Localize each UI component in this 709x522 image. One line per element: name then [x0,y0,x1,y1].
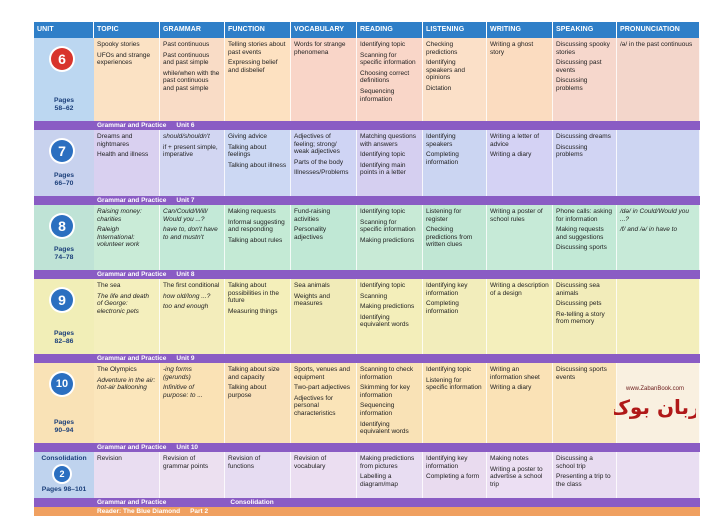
watermark-site: www.ZabanBook.com [625,386,685,392]
cell-grammar [160,205,225,270]
cell-vocabulary [291,363,357,443]
header-pronunciation: PRONUNCIATION [617,22,700,38]
cell-speaking [553,363,617,443]
cell-reading [357,363,423,443]
cell-entry: The sea [97,282,121,289]
cell-entry: Telling stories about past events [228,41,286,56]
strip-text: Unit 10 [176,444,199,451]
cell-function [225,279,291,354]
cell-entry: The Olympics [97,366,137,373]
cell-entry: Personality adjectives [294,226,327,241]
cell-entry: /f/ and /ə/ in have to [620,226,678,234]
cell-entry: Past continuous and past simple [163,51,210,67]
cell-pronunciation [617,279,700,354]
cell-entry: Health and illness [97,151,149,159]
cell-entry: Fund-raising activities [294,208,331,223]
cell-entry: Sequencing information [360,402,395,417]
unit-cell [34,38,94,121]
cell-entry: Dictation [426,84,452,92]
cell-entry: Weights and measures [294,292,331,308]
cell-entry: Discussing past events [556,59,602,74]
cell-entry: Talking about purpose [228,384,267,399]
cell-grammar [160,130,225,196]
cell-entry: Matching questions with answers [360,133,417,148]
header-topic: TOPIC [94,22,160,38]
cell-function [225,205,291,270]
header-vocabulary: VOCABULARY [291,22,357,38]
cell-speaking [553,130,617,196]
cell-entry: Illnesses/Problems [294,169,349,177]
cell-writing [487,363,553,443]
cell-function [225,452,291,498]
cell-entry: Writing a ghost story [490,41,534,56]
cell-function [225,363,291,443]
unit-pages: Pages 66–70 [53,172,75,187]
cell-entry: Parts of the body [294,158,344,166]
cell-entry: Past continuous [163,41,210,48]
unit-pages: Pages 98–101 [41,486,87,493]
cell-entry: Spooky stories [97,41,140,48]
cell-entry: Writing a description of a design [490,282,549,297]
cell-topic [94,205,160,270]
footer-reader: Reader: The Blue Diamond [97,508,181,515]
cell-entry: Checking predictions [426,41,458,56]
grammar-practice-strip [34,270,700,279]
grammar-practice-strip [34,121,700,130]
cell-entry: Infinitive of purpose: to ... [163,384,203,399]
unit-row [34,452,700,498]
cell-reading [357,205,423,270]
cell-entry: Identifying equivalent words [360,420,409,436]
cell-writing [487,205,553,270]
cell-writing [487,452,553,498]
cell-entry: Identifying topic [360,151,406,159]
cell-speaking [553,205,617,270]
unit-label: Consolidation [41,455,87,462]
strip-text: Unit 6 [176,122,195,129]
cell-entry: Revision of vocabulary [294,455,327,470]
cell-function [225,38,291,121]
cell-entry: too and enough [163,303,209,311]
cell-grammar [160,279,225,354]
grammar-practice-strip [34,443,700,452]
strip-text: Unit 9 [176,355,195,362]
cell-entry: The first conditional [163,282,220,289]
cell-entry: Writing a diary [490,384,532,392]
cell-entry: Identifying topic [426,366,472,373]
cell-entry: Writing a diary [490,151,532,159]
cell-entry: Skimming for key information [360,384,410,399]
cell-entry: Identifying topic [360,41,406,48]
cell-entry: should/shouldn't [163,133,210,140]
cell-entry: Discussing sea animals [556,282,600,297]
cell-listening [423,130,487,196]
cell-entry: Identifying topic [360,282,406,289]
header-speaking: SPEAKING [553,22,617,38]
unit-cell [34,279,94,354]
cell-entry: Scanning [360,292,388,300]
cell-entry: Making predictions from pictures [360,455,415,470]
header-writing: WRITING [487,22,553,38]
unit-number-badge: 8 [51,215,73,237]
cell-entry: Identifying equivalent words [360,313,409,329]
cell-entry: Checking predictions from written clues [426,226,473,249]
cell-entry: while/when with the past continuous and past simple [163,69,220,92]
cell-topic [94,130,160,196]
cell-speaking [553,38,617,121]
cell-entry: Scanning for specific information [360,51,416,67]
cell-listening [423,205,487,270]
unit-row [34,205,700,270]
cell-writing [487,279,553,354]
cell-entry: Re-telling a story from memory [556,310,605,326]
cell-entry: Giving advice [228,133,268,140]
cell-grammar [160,38,225,121]
cell-function [225,130,291,196]
cell-topic [94,363,160,443]
cell-pronunciation [617,452,700,498]
strip-text: Unit 8 [176,271,195,278]
cell-entry: Discussing problems [556,143,588,159]
footer-part: Part 2 [190,508,209,515]
cell-speaking [553,279,617,354]
cell-vocabulary [291,130,357,196]
cell-entry: Discussing dreams [556,133,611,140]
unit-row [34,38,700,121]
cell-reading [357,130,423,196]
cell-entry: Sequencing information [360,87,395,103]
unit-cell [34,363,94,443]
cell-entry: Words for strange phenomena [294,41,346,56]
cell-entry: Presenting a trip to the class [556,473,611,488]
cell-entry: Discussing pets [556,300,602,308]
cell-entry: Making requests [228,208,276,215]
cell-entry: how old/long ...? [163,292,211,300]
cell-vocabulary [291,452,357,498]
cell-entry: Listening for specific information [426,376,482,392]
unit-number-badge: 7 [51,140,73,162]
cell-entry: if + present simple, imperative [163,143,218,159]
syllabus-table [34,22,700,516]
cell-topic [94,279,160,354]
cell-topic [94,452,160,498]
cell-entry: Making predictions [360,303,415,311]
cell-entry: Completing information [426,151,459,166]
unit-pages: Pages 90–94 [53,419,75,434]
cell-entry: Identifying main points in a letter [360,161,406,177]
cell-entry: Revision [97,455,122,462]
cell-entry: The life and death of George: electronic pets [97,292,150,315]
cell-entry: Discussing problems [556,77,588,92]
cell-entry: Expressing belief and disbelief [228,59,278,74]
cell-entry: Revision of grammar points [163,455,209,470]
cell-entry: Scanning to check information [360,366,414,381]
cell-entry: Revision of functions [228,455,261,470]
cell-grammar [160,363,225,443]
cell-entry: Talking about size and capacity [228,366,280,381]
cell-entry: Identifying key information [426,282,468,297]
unit-cell [34,130,94,196]
cell-entry: Discussing sports [556,244,607,252]
cell-grammar [160,452,225,498]
unit-pages: Pages 82–86 [53,330,75,345]
cell-entry: Dreams and nightmares [97,133,133,148]
cell-writing [487,38,553,121]
footer-strip [34,507,700,516]
cell-entry: Identifying key information [426,455,468,470]
cell-entry: Writing a poster of school rules [490,208,543,223]
unit-number-badge: 6 [51,48,73,70]
cell-entry: Talking about rules [228,236,283,244]
unit-number-badge: 2 [54,466,70,482]
header-function: FUNCTION [225,22,291,38]
cell-vocabulary [291,38,357,121]
header-reading: READING [357,22,423,38]
cell-entry: UFOs and strange experiences [97,51,151,67]
cell-entry: Adjectives of feeling; strong/ weak adjectives [294,133,340,156]
cell-entry: Writing a poster to advertise a school trip [490,465,543,488]
cell-pronunciation [617,38,700,121]
cell-entry: Talking about feelings [228,143,267,159]
cell-listening [423,279,487,354]
cell-listening [423,38,487,121]
cell-reading [357,452,423,498]
cell-entry: Scanning for specific information [360,218,416,234]
cell-entry: Discussing sports events [556,366,607,381]
cell-reading [357,279,423,354]
zabanbook-watermark [614,382,696,424]
cell-entry: Writing a letter of advice [490,133,540,148]
table-header [34,22,700,38]
cell-entry: have to, don't have to and mustn't [163,226,218,241]
cell-writing [487,130,553,196]
cell-entry: Writing an information sheet [490,366,540,381]
cell-entry: Making predictions [360,236,415,244]
strip-text: Grammar and Practice [97,122,167,129]
unit-cell [34,205,94,270]
strip-text: Grammar and Practice [97,499,167,506]
cell-reading [357,38,423,121]
strip-text: Grammar and Practice [97,444,167,451]
strip-text: Grammar and Practice [97,271,167,278]
cell-listening [423,363,487,443]
header-grammar: GRAMMAR [160,22,225,38]
cell-entry: Adjectives for personal characteristics [294,394,336,417]
cell-entry: Identifying speakers [426,133,456,148]
cell-entry: Adventure in the air: hot-air ballooning [97,376,156,392]
cell-entry: Talking about illness [228,161,287,169]
unit-pages: Pages 58–62 [53,97,75,112]
unit-row [34,279,700,354]
header-listening: LISTENING [423,22,487,38]
cell-entry: /də/ in Could/Would you ...? [620,208,690,223]
cell-entry: Talking about possibilities in the future [228,282,279,305]
grammar-practice-strip [34,498,700,507]
unit-cell [34,452,94,498]
cell-entry: Identifying topic [360,208,406,215]
cell-pronunciation [617,130,700,196]
strip-text: Consolidation [230,499,274,506]
cell-entry: Completing information [426,300,459,315]
strip-text: Grammar and Practice [97,355,167,362]
watermark-logo: زبان بوک [614,395,696,419]
cell-entry: /ə/ in the past continuous [620,41,693,48]
cell-entry: Informal suggesting and responding [228,218,285,234]
unit-number-badge: 9 [51,289,73,311]
cell-entry: Sea animals [294,282,330,289]
cell-entry: Discussing a school trip [556,455,593,470]
unit-row [34,363,700,443]
cell-speaking [553,452,617,498]
cell-entry: Labelling a diagram/map [360,473,398,488]
cell-topic [94,38,160,121]
strip-text: Grammar and Practice [97,197,167,204]
cell-entry: Identifying speakers and opinions [426,59,466,82]
cell-listening [423,452,487,498]
cell-vocabulary [291,205,357,270]
cell-pronunciation [617,205,700,270]
cell-entry: Raleigh International: volunteer work [97,226,140,249]
cell-entry: Listening for register [426,208,462,223]
cell-entry: Making requests and suggestions [556,226,604,241]
cell-entry: Can/Could/Will/ Would you ...? [163,208,208,223]
cell-entry: Choosing correct definitions [360,69,410,85]
cell-entry: Sports, venues and equipment [294,366,351,381]
cell-entry: Phone calls: asking for information [556,208,613,223]
cell-entry: Raising money: charities [97,208,142,223]
unit-pages: Pages 74–78 [53,246,75,261]
cell-entry: Making notes [490,455,529,462]
header-unit: UNIT [34,22,94,38]
grammar-practice-strip [34,354,700,363]
cell-entry: Two-part adjectives [294,384,350,392]
unit-number-badge: 10 [51,373,73,395]
cell-entry: Completing a form [426,473,480,481]
cell-entry: Discussing spooky stories [556,41,610,56]
grammar-practice-strip [34,196,700,205]
cell-entry: Measuring things [228,307,278,315]
cell-entry: -ing forms (gerunds) [163,366,192,381]
strip-text: Unit 7 [176,197,195,204]
cell-vocabulary [291,279,357,354]
unit-row [34,130,700,196]
